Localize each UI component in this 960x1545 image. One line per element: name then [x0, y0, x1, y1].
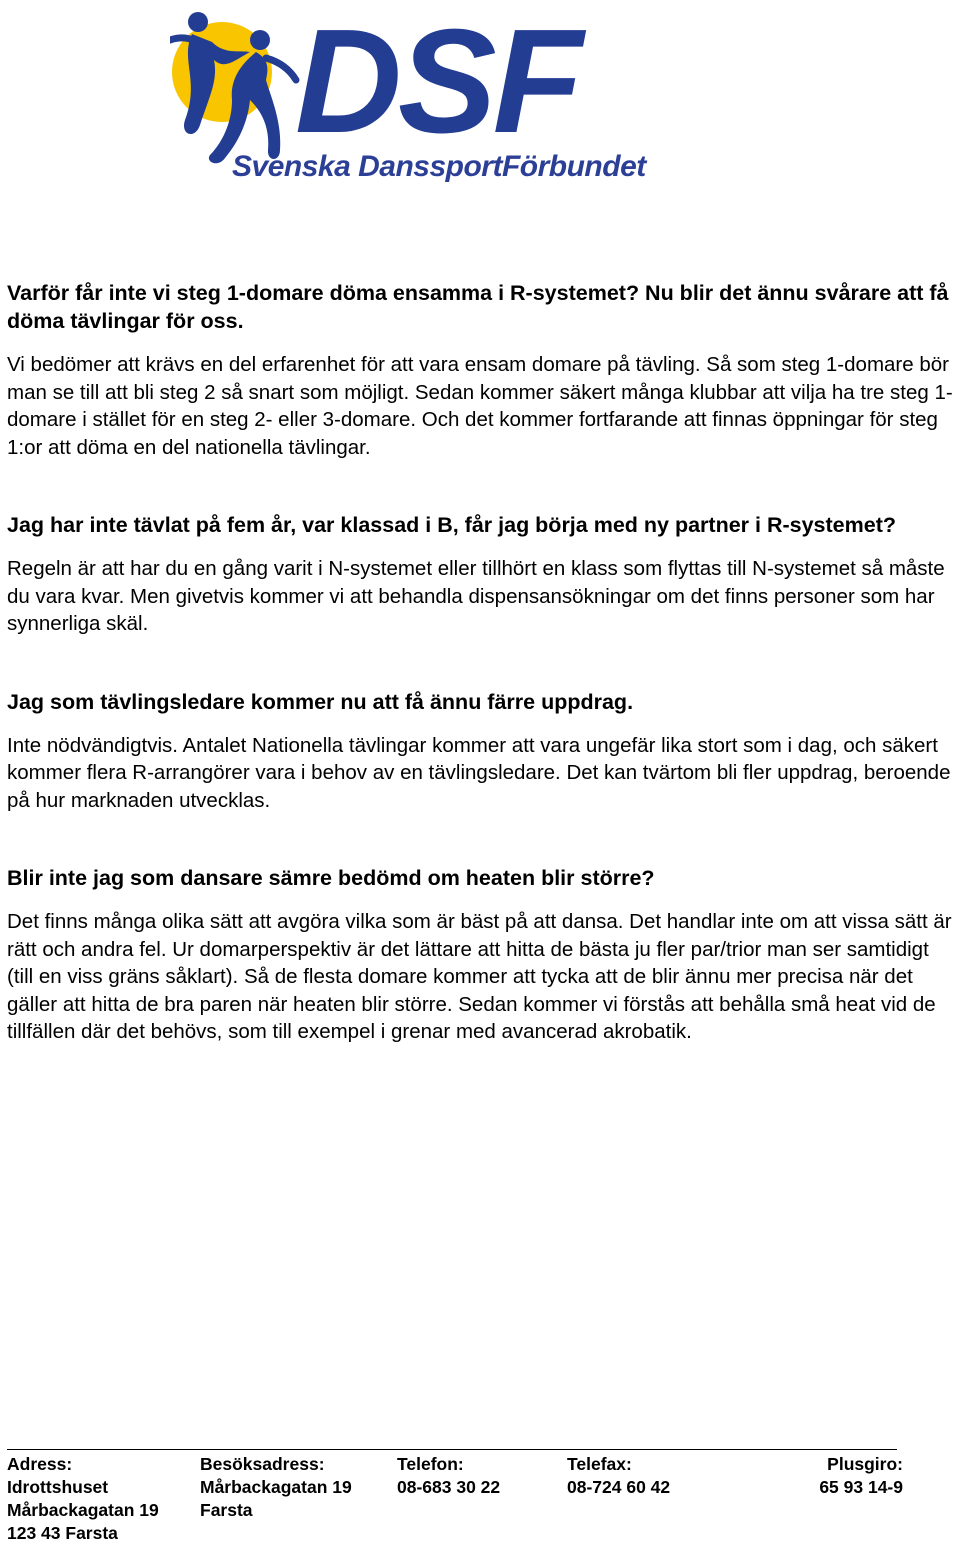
footer-divider	[7, 1449, 897, 1450]
footer-address-line: 123 43 Farsta	[7, 1523, 118, 1543]
logo-wordmark: DSF	[295, 0, 579, 164]
footer-plusgiro	[807, 1453, 903, 1499]
answer-1: Vi bedömer att krävs en del erfarenhet för att vara ensam domare på tävling. Så som steg 1-domare bör man se till att bli steg 2 så snart som möjligt. Sedan kommer säkert många klubbar att vilja ha tre steg 1-domare i stället för en steg 2- eller 3-domare. Och det kommer fortfarande att finnas öppningar för steg 1:or att döma en del nationella tävlingar.	[7, 353, 953, 459]
footer-address	[7, 1453, 159, 1545]
footer-address-label: Adress:	[7, 1454, 73, 1474]
question-3: Jag som tävlingsledare kommer nu att få ännu färre uppdrag.	[7, 689, 634, 714]
dancer-head-right	[250, 30, 270, 50]
footer-visiting	[200, 1453, 352, 1522]
footer-fax-number: 08-724 60 42	[567, 1477, 671, 1497]
answer-3: Inte nödvändigtvis. Antalet Nationella tävlingar kommer att vara ungefär lika stort som i dag, och säkert kommer flera R-arrangörer vara i behov av en tävlingsledare. Det kan tvärtom bli fler uppdrag, beroende på hur marknaden utvecklas.	[7, 733, 951, 812]
footer-phone-number: 08-683 30 22	[397, 1477, 501, 1497]
question-1: Varför får inte vi steg 1-domare döma ensamma i R-systemet? Nu blir det ännu svårare att få döma tävlingar för oss.	[7, 281, 949, 333]
logo-tagline: Svenska DanssportFörbundet	[232, 150, 646, 183]
answer-4: Det finns många olika sätt att avgöra vilka som är bäst på att dansa. Det handlar inte om att vissa sätt är rätt och andra fel. Ur domarperspektiv är det lättare att hitta de bästa ju fler par/trior man ser samtidigt (till en viss gräns såklart). Så de flesta domare kommer att tycka att de blir ännu mer precisa när det gäller att hitta de bra paren när heaten blir större. Sedan kommer vi förstås att behålla små heat vid de tillfällen där det behövs, som till exempel i grenar med avancerad akrobatik.	[7, 910, 952, 1043]
dancers-logo-icon	[170, 0, 650, 185]
footer-fax	[567, 1453, 670, 1499]
footer-visiting-line: Farsta	[200, 1500, 253, 1520]
dancer-head-left	[188, 12, 208, 32]
faq-content	[7, 279, 955, 1046]
footer-phone	[397, 1453, 500, 1499]
dsf-logo	[170, 0, 650, 185]
question-4: Blir inte jag som dansare sämre bedömd om heaten blir större?	[7, 866, 655, 890]
footer-phone-label: Telefon:	[397, 1454, 464, 1474]
footer-plusgiro-label: Plusgiro:	[827, 1454, 903, 1474]
footer-plusgiro-number: 65 93 14-9	[819, 1477, 903, 1497]
footer-address-line: Mårbackagatan 19	[7, 1500, 159, 1520]
footer-address-line: Idrottshuset	[7, 1477, 109, 1497]
footer-fax-label: Telefax:	[567, 1454, 632, 1474]
footer	[7, 1453, 905, 1543]
footer-visiting-line: Mårbackagatan 19	[200, 1477, 352, 1497]
footer-visiting-label: Besöksadress:	[200, 1454, 325, 1474]
question-2: Jag har inte tävlat på fem år, var klassad i B, får jag börja med ny partner i R-systemet?	[7, 513, 896, 537]
answer-2: Regeln är att har du en gång varit i N-systemet eller tillhört en klass som flyttas till N-systemet så måste du vara kvar. Men givetvis kommer vi att behandla dispensansökningar om det finns personer som har synnerliga skäl.	[7, 557, 945, 635]
